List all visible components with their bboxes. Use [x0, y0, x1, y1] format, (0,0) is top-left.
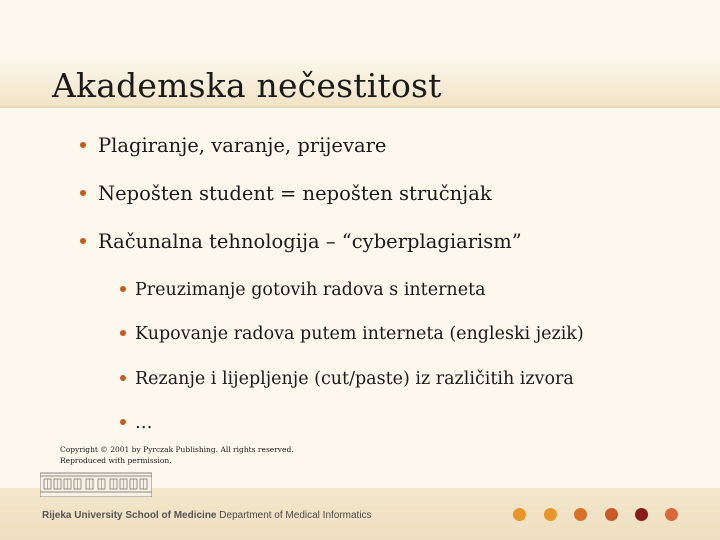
building-facade-icon	[40, 471, 152, 497]
department-name: Department of Medical Informatics	[219, 510, 372, 521]
dot-icon	[544, 508, 557, 521]
bullet-icon	[120, 419, 126, 425]
dot-icon	[635, 508, 648, 521]
bullet-text: Računalna tehnologija – “cyberplagiarism”	[98, 230, 522, 253]
bullet-icon	[120, 286, 126, 292]
dot-icon	[513, 508, 526, 521]
dot-icon	[665, 508, 678, 521]
bullet-text: Plagiranje, varanje, prijevare	[98, 134, 387, 157]
bullet-item	[80, 182, 492, 205]
sub-bullet-item	[120, 369, 574, 389]
bullet-text: …	[135, 413, 153, 433]
dot-icon	[605, 508, 618, 521]
copyright-notice	[60, 444, 294, 466]
permission-line: Reproduced with permission.	[60, 456, 172, 465]
bullet-icon	[80, 142, 86, 148]
bullet-icon	[80, 238, 86, 244]
footer-department	[42, 510, 372, 521]
bullet-text: Rezanje i lijepljenje (cut/paste) iz različitih izvora	[135, 369, 574, 389]
bullet-text: Preuzimanje gotovih radova s interneta	[135, 280, 486, 300]
title-divider	[0, 106, 720, 108]
bullet-icon	[120, 375, 126, 381]
sub-bullet-item	[120, 280, 486, 300]
bullet-text: Kupovanje radova putem interneta (engleski jezik)	[135, 324, 584, 344]
bullet-item	[80, 134, 386, 157]
bullet-item	[80, 230, 522, 253]
bullet-icon	[120, 330, 126, 336]
copyright-line: Copyright © 2001 by Pyrczak Publishing. All rights reserved.	[60, 445, 294, 454]
sub-bullet-item	[120, 324, 584, 344]
sub-bullet-item	[120, 413, 153, 433]
dot-icon	[574, 508, 587, 521]
university-name: Rijeka University School of Medicine	[42, 510, 217, 521]
bullet-icon	[80, 190, 86, 196]
slide-title: Akademska nečestitost	[52, 66, 442, 105]
bullet-text: Nepošten student = nepošten stručnjak	[98, 182, 492, 205]
